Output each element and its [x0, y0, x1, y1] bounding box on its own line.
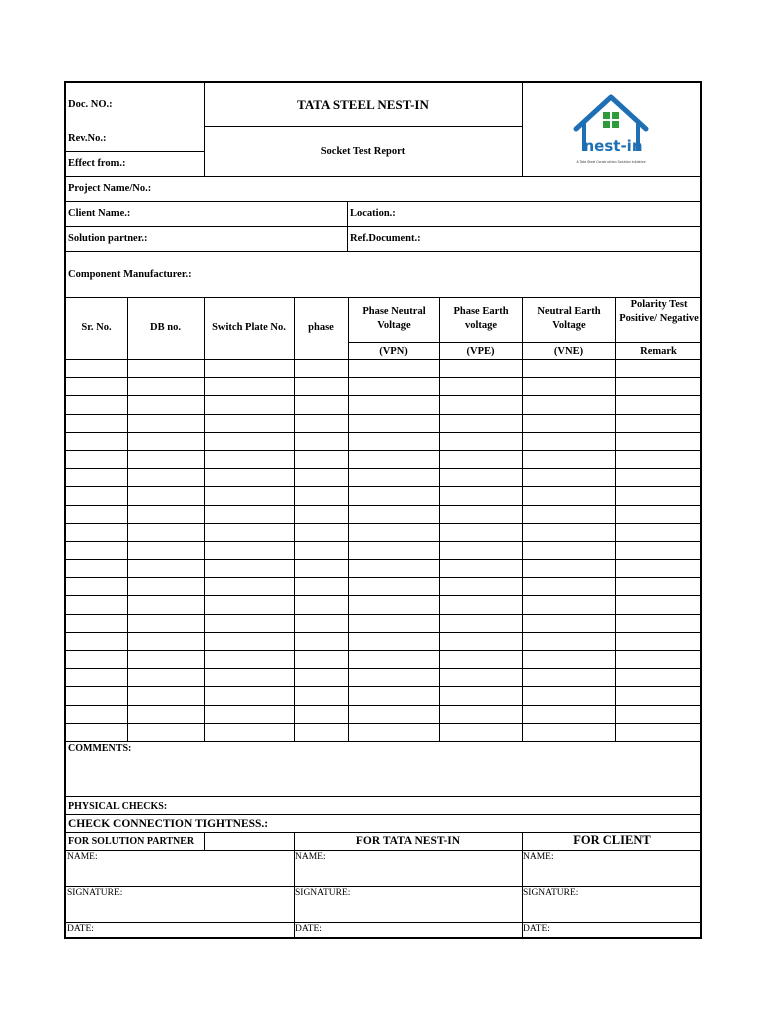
rule [294, 297, 295, 741]
partner-name-label: NAME: [67, 852, 98, 862]
socket-test-report-form [64, 81, 702, 939]
rule [66, 176, 702, 177]
sub-header-vpe: (VPE) [466, 346, 495, 357]
client-signature-label: SIGNATURE: [523, 888, 579, 898]
client-name-label: NAME: [523, 852, 554, 862]
rule [66, 251, 702, 252]
project-label: Project Name/No.: [68, 183, 152, 194]
rule [66, 796, 702, 797]
table-row [66, 414, 702, 415]
col-header-switch-plate: Switch Plate No. [212, 322, 286, 333]
table-row [66, 577, 702, 578]
table-row [66, 486, 702, 487]
rule [66, 850, 702, 851]
table-row [66, 650, 702, 651]
logo-tagline: A Tata Steel Construction Solution Initiative [576, 160, 646, 164]
tata-signature-label: SIGNATURE: [295, 888, 351, 898]
for-solution-partner-label: FOR SOLUTION PARTNER [68, 836, 195, 847]
rule [204, 832, 205, 850]
rule [66, 886, 702, 887]
table-row [66, 468, 702, 469]
rule [66, 201, 702, 202]
table-row [66, 668, 702, 669]
rule [66, 814, 702, 815]
rule [347, 201, 348, 251]
location-label: Location.: [350, 208, 396, 219]
rule [522, 297, 523, 741]
tata-date-label: DATE: [295, 924, 322, 934]
rule [66, 922, 702, 923]
for-tata-nest-in-label: FOR TATA NEST-IN [355, 835, 461, 847]
table-row [66, 541, 702, 542]
col-header-phase-neutral: Phase Neutral Voltage [362, 306, 426, 331]
rule [204, 297, 205, 741]
table-row [66, 705, 702, 706]
table-header-bottom-rule [66, 359, 702, 360]
rev-no-label: Rev.No.: [68, 133, 107, 144]
house-logo-icon [570, 93, 652, 169]
table-row [66, 432, 702, 433]
partner-signature-label: SIGNATURE: [67, 888, 123, 898]
client-label: Client Name.: [68, 208, 131, 219]
rule [66, 226, 702, 227]
partner-date-label: DATE: [67, 924, 94, 934]
table-bottom-rule [66, 741, 702, 742]
company-title: TATA STEEL NEST-IN [297, 97, 429, 112]
col-header-sr-no: Sr. No. [81, 322, 112, 333]
table-row [66, 377, 702, 378]
table-row [66, 559, 702, 560]
rule [439, 297, 440, 741]
table-row [66, 395, 702, 396]
for-client-label: FOR CLIENT [573, 833, 651, 847]
col-header-polarity-test: Polarity Test Positive/ Negative [619, 299, 699, 324]
table-row [66, 505, 702, 506]
col-header-db-no: DB no. [150, 322, 181, 333]
sub-header-vne: (VNE) [553, 346, 584, 357]
nest-in-logo [570, 93, 652, 169]
effect-from-label: Effect from.: [68, 158, 126, 169]
rule [348, 297, 349, 741]
rule [522, 83, 523, 176]
component-manufacturer-label: Component Manufacturer.: [68, 269, 192, 280]
table-top-rule [66, 297, 702, 298]
rule [204, 83, 205, 176]
col-header-neutral-earth: Neutral Earth Voltage [537, 306, 601, 331]
comments-label: COMMENTS: [68, 743, 132, 754]
rule [127, 297, 128, 741]
report-title: Socket Test Report [320, 146, 406, 157]
sub-header-remark: Remark [640, 346, 677, 357]
solution-partner-label: Solution partner.: [68, 233, 148, 244]
physical-checks-label: PHYSICAL CHECKS: [68, 801, 168, 812]
sub-header-rule [348, 342, 702, 343]
sub-header-vpn: (VPN) [379, 346, 408, 357]
connection-tightness-label: CHECK CONNECTION TIGHTNESS.: [68, 818, 269, 830]
rule [615, 297, 616, 741]
table-row [66, 614, 702, 615]
rule [66, 151, 204, 152]
client-date-label: DATE: [523, 924, 550, 934]
rule [204, 126, 522, 127]
table-row [66, 523, 702, 524]
table-row [66, 686, 702, 687]
table-row [66, 450, 702, 451]
col-header-phase: phase [308, 322, 334, 333]
table-row [66, 595, 702, 596]
tata-name-label: NAME: [295, 852, 326, 862]
logo-wordmark: nest-in [583, 137, 643, 155]
ref-document-label: Ref.Document.: [350, 233, 421, 244]
table-row [66, 723, 702, 724]
col-header-phase-earth: Phase Earth voltage [453, 306, 509, 331]
doc-no-label: Doc. NO.: [68, 99, 113, 110]
table-row [66, 632, 702, 633]
